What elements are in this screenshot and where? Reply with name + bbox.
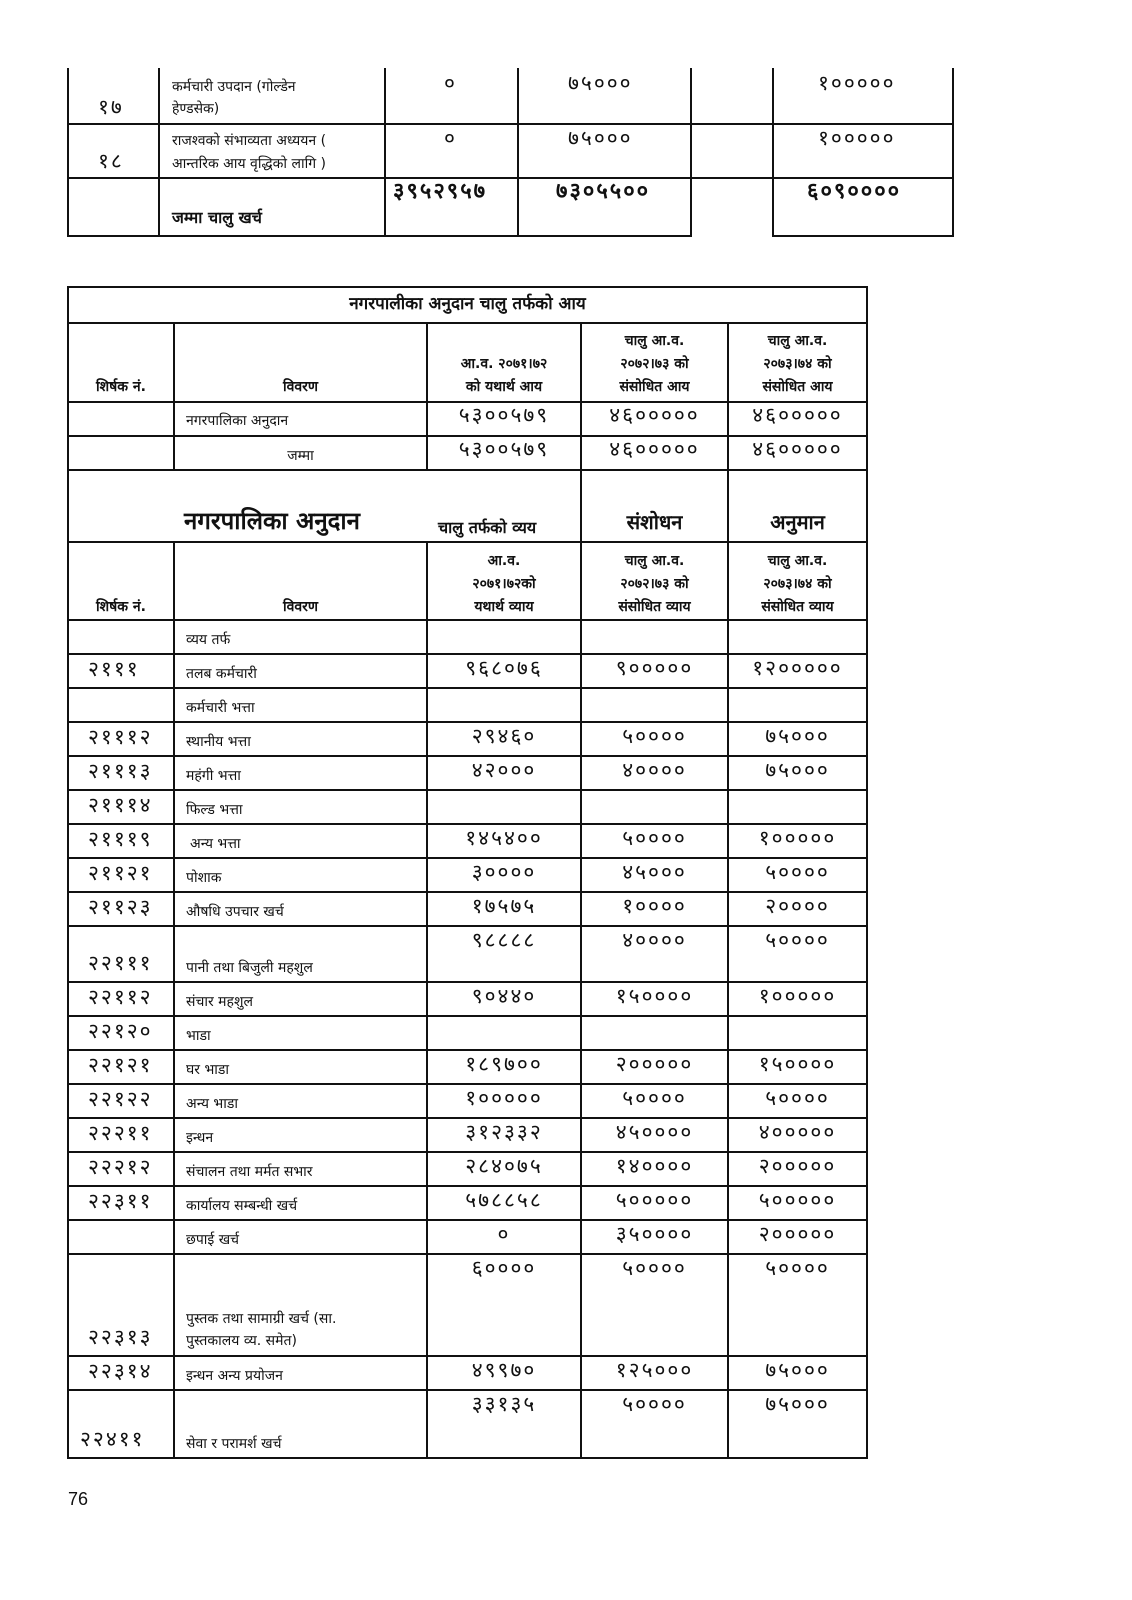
expense-row-no: २२३११ (88, 1189, 153, 1213)
header-col3: यथार्थ व्याय (474, 599, 534, 615)
expense-row-value: ३१२३३२ (465, 1120, 543, 1144)
expense-row-value: ७५००० (765, 758, 830, 782)
header-col3: २०७१।७२को (472, 576, 536, 592)
expense-row-value: ५७८८५८ (465, 1188, 543, 1212)
expense-row-value: २०००० (765, 894, 830, 918)
expense-row-no: २१११३ (88, 759, 153, 783)
expense-row-value: १८९७०० (465, 1052, 543, 1076)
expense-row-value: ९००००० (615, 656, 694, 680)
expense-row-no: २२३१४ (88, 1359, 153, 1383)
top-total-value: ७३०५५०० (556, 179, 651, 204)
expense-row-value: ३०००० (471, 860, 537, 884)
header-col3: आ.व. (487, 553, 521, 569)
expense-row-value: २००००० (758, 1154, 837, 1178)
expense-row-no: २१११२ (88, 725, 153, 749)
expense-row-no: २२२११ (88, 1121, 153, 1145)
expense-row-desc: पानी तथा बिजुली महशुल (186, 960, 313, 976)
header-col1: शिर्षक नं. (96, 599, 146, 615)
expense-col4-title: संशोधन (626, 510, 683, 534)
top-row-desc: राजश्वको संभाव्यता अध्ययन ( (172, 133, 327, 149)
expense-row-no: २२११२ (88, 985, 153, 1009)
expense-row-desc: कर्मचारी भत्ता (186, 700, 255, 716)
expense-row-value: १५०००० (615, 984, 694, 1008)
expense-row-value: ५०००० (765, 928, 830, 952)
income-total-value: ४६००००० (752, 437, 843, 461)
expense-row-no: २१११ (88, 657, 140, 681)
header-col4: चालु आ.व. (624, 333, 685, 349)
header-col5: संसोधित व्याय (761, 599, 834, 615)
expense-row-desc: व्यय तर्फ (186, 632, 231, 648)
income-total-value: ५३००५७९ (458, 437, 550, 461)
expense-row-value: ५०००० (765, 1256, 830, 1280)
income-total-label: जम्मा (287, 448, 314, 464)
expense-row-no: २२१२० (88, 1019, 153, 1043)
header-col4: संसोधित व्याय (618, 599, 691, 615)
expense-row-value: ४००००० (758, 1120, 837, 1144)
expense-row-value: ६०००० (471, 1256, 537, 1280)
income-row-desc: नगरपालिका अनुदान (186, 413, 289, 429)
header-col5: चालु आ.व. (767, 553, 828, 569)
expense-row-value: ४०००० (622, 758, 687, 782)
expense-row-value: १५०००० (758, 1052, 837, 1076)
header-col3: आ.व. २०७१।७२ (460, 356, 548, 372)
top-total-value: ३९५२९५७ (393, 179, 488, 204)
top-row-desc: हेण्डसेक) (172, 101, 220, 117)
header-col4: २०७२।७३ को (620, 356, 689, 372)
income-total-value: ४६००००० (609, 437, 700, 461)
header-col5: चालु आ.व. (767, 333, 828, 349)
expense-row-value: १०००० (622, 894, 687, 918)
expense-row-desc: फिल्ड भत्ता (186, 802, 243, 818)
expense-row-value: १००००० (465, 1086, 543, 1110)
expense-row-desc: इन्धन (186, 1130, 214, 1146)
expense-row-no: २२२१२ (88, 1155, 153, 1179)
expense-row-value: ५००००० (758, 1188, 837, 1212)
expense-row-no: २२३१३ (88, 1325, 153, 1349)
expense-row-value: ४५०००० (615, 1120, 694, 1144)
expense-row-no: २२१२२ (88, 1087, 153, 1111)
header-col5: २०७३।७४ को (763, 356, 832, 372)
expense-row-value: ९६८०७६ (465, 656, 543, 680)
expense-row-value: ४९९७० (471, 1358, 537, 1382)
expense-row-value: ३५०००० (615, 1222, 694, 1246)
expense-col5-title: अनुमान (770, 510, 825, 534)
expense-row-value: ५०००० (622, 1256, 687, 1280)
expense-row-desc: महंगी भत्ता (186, 768, 241, 784)
expense-row-value: ५०००० (622, 826, 687, 850)
income-table-title: नगरपालीका अनुदान चालु तर्फको आय (349, 294, 586, 314)
expense-row-value: ४०००० (622, 928, 687, 952)
top-row-desc: आन्तरिक आय वृद्धिको लागि ) (172, 156, 326, 172)
top-row-value: ७५००० (568, 126, 633, 150)
expense-row-desc: संचालन तथा मर्मत सभार (186, 1164, 313, 1180)
top-row-value: १००००० (818, 126, 896, 150)
expense-row-desc: घर भाडा (186, 1062, 230, 1078)
expense-row-value: ५०००० (622, 1392, 687, 1416)
top-row-value: ० (444, 71, 457, 95)
expense-row-value: १००००० (758, 984, 837, 1008)
expense-row-value: ३३१३५ (471, 1392, 537, 1416)
income-row-value: ४६००००० (752, 403, 843, 427)
header-col4: चालु आ.व. (624, 553, 685, 569)
top-row-desc: कर्मचारी उपदान (गोल्डेन (172, 79, 296, 95)
expense-row-desc: अन्य भत्ता (190, 836, 241, 852)
header-col2: विवरण (282, 599, 319, 615)
expense-row-desc: पोशाक (186, 870, 222, 886)
expense-row-no: २२१२१ (88, 1053, 153, 1077)
expense-subtitle: चालु तर्फको व्यय (438, 518, 537, 537)
expense-row-value: ४२००० (471, 758, 537, 782)
expense-row-no: २२१११ (88, 951, 153, 975)
expense-row-no: २२४११ (80, 1427, 145, 1451)
expense-row-no: २१११४ (88, 793, 153, 817)
expense-row-desc: सेवा र परामर्श खर्च (186, 1436, 282, 1452)
expense-row-value: ७५००० (765, 1392, 830, 1416)
expense-row-value: ५०००० (622, 1086, 687, 1110)
header-col2: विवरण (282, 379, 319, 395)
expense-row-value: १००००० (758, 826, 837, 850)
expense-row-desc: पुस्तकालय व्य. समेत) (186, 1333, 297, 1349)
header-col3: को यथार्थ आय (465, 379, 543, 395)
top-row-value: ७५००० (568, 71, 633, 95)
header-col5: संसोधित आय (762, 379, 833, 395)
expense-row-value: ९०४४० (471, 984, 537, 1008)
page-number: 76 (68, 1489, 89, 1509)
expense-row-desc: तलब कर्मचारी (186, 666, 257, 682)
expense-row-no: २१११९ (88, 827, 153, 851)
expense-row-value: २९४६० (471, 724, 537, 748)
expense-row-desc: इन्धन अन्य प्रयोजन (186, 1368, 283, 1384)
header-col5: २०७३।७४ को (763, 576, 832, 592)
expense-row-no: २११२३ (88, 895, 153, 919)
expense-row-value: २००००० (758, 1222, 837, 1246)
expense-row-desc: छपाई खर्च (186, 1232, 240, 1248)
expense-title: नगरपालिका अनुदान (184, 507, 360, 535)
expense-row-desc: स्थानीय भत्ता (186, 734, 251, 750)
expense-row-value: १४५४०० (465, 826, 543, 850)
top-row-no: १८ (98, 149, 124, 173)
header-col1: शिर्षक नं. (96, 379, 146, 395)
expense-row-value: ५०००० (765, 860, 830, 884)
expense-row-desc: कार्यालय सम्बन्धी खर्च (186, 1198, 298, 1214)
header-col4: २०७२।७३ को (620, 576, 689, 592)
expense-row-value: ७५००० (765, 724, 830, 748)
expense-row-value: ७५००० (765, 1358, 830, 1382)
expense-row-value: १४०००० (615, 1154, 694, 1178)
expense-row-value: ५००००० (615, 1188, 694, 1212)
expense-row-no: २११२१ (88, 861, 153, 885)
income-row-value: ५३००५७९ (458, 403, 550, 427)
top-row-no: १७ (98, 95, 124, 119)
expense-row-desc: औषधि उपचार खर्च (186, 904, 284, 920)
expense-row-value: २८४०७५ (465, 1154, 543, 1178)
header-col4: संसोधित आय (619, 379, 690, 395)
expense-row-desc: पुस्तक तथा सामाग्री खर्च (सा. (186, 1311, 337, 1327)
expense-row-value: १७५७५ (471, 894, 537, 918)
top-total-value: ६०९०००० (807, 179, 902, 204)
expense-row-value: २००००० (615, 1052, 694, 1076)
income-row-value: ४६००००० (609, 403, 700, 427)
expense-row-value: ४५००० (622, 860, 687, 884)
expense-row-value: ५०००० (765, 1086, 830, 1110)
top-total-label: जम्मा चालु खर्च (172, 208, 262, 227)
expense-row-desc: अन्य भाडा (186, 1096, 238, 1112)
top-row-value: १००००० (818, 71, 896, 95)
expense-row-desc: भाडा (186, 1028, 211, 1044)
expense-row-value: १२५००० (615, 1358, 694, 1382)
expense-row-value: १२००००० (752, 656, 843, 680)
expense-row-desc: संचार महशुल (186, 994, 253, 1010)
top-row-value: ० (444, 126, 457, 150)
expense-row-value: ५०००० (622, 724, 687, 748)
expense-row-value: ९८८८८ (471, 928, 537, 952)
expense-row-value: ० (497, 1222, 511, 1246)
